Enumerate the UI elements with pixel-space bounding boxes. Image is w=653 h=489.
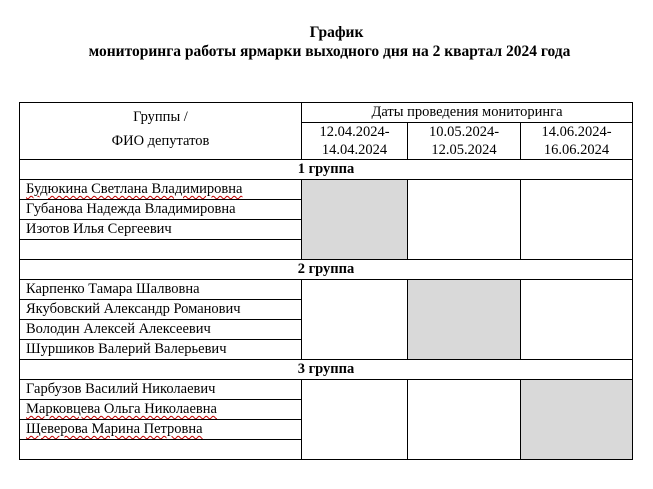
deputy-name: Изотов Илья Сергеевич (20, 220, 302, 240)
schedule-table (19, 102, 633, 460)
date-3-from: 14.06.2024- (541, 124, 612, 140)
header-row (20, 103, 633, 123)
date-2-to: 12.05.2024 (431, 142, 497, 158)
group-1-date-1-cell (302, 180, 408, 260)
deputy-name: Володин Алексей Алексеевич (20, 320, 302, 340)
table-row (20, 280, 633, 300)
date-cell-3 (521, 123, 633, 160)
deputy-name-text: Будюкина Светлана Владимировна (26, 181, 243, 197)
deputy-name: Гарбузов Василий Николаевич (20, 380, 302, 400)
deputy-name (20, 400, 302, 420)
group-3-date-3-cell (521, 380, 633, 460)
group-2-date-1-cell (302, 280, 408, 360)
deputy-name: Шуршиков Валерий Валерьевич (20, 340, 302, 360)
deputy-name: Губанова Надежда Владимировна (20, 200, 302, 220)
deputy-name (20, 180, 302, 200)
group-3-date-1-cell (302, 380, 408, 460)
table-row (20, 380, 633, 400)
group-1-date-3-cell (521, 180, 633, 260)
group-label-1: 1 группа (20, 160, 633, 180)
deputy-name-empty (20, 240, 302, 260)
group-label-2: 2 группа (20, 260, 633, 280)
document-title (0, 23, 653, 61)
groups-header-line-1: Группы / (133, 109, 188, 125)
date-1-to: 14.04.2024 (321, 142, 388, 158)
deputy-name-text: Щеверова Марина Петровна (26, 421, 203, 437)
dates-header-cell: Даты проведения мониторинга (302, 103, 633, 123)
title-line-1: График (309, 24, 364, 41)
date-cell-1 (302, 123, 408, 160)
group-row-1 (20, 160, 633, 180)
date-3-to: 16.06.2024 (543, 142, 610, 158)
group-row-3 (20, 360, 633, 380)
groups-header-line-2: ФИО депутатов (111, 133, 210, 149)
deputy-name-empty (20, 440, 302, 460)
deputy-name (20, 420, 302, 440)
table-row (20, 180, 633, 200)
group-label-3: 3 группа (20, 360, 633, 380)
group-2-date-3-cell (521, 280, 633, 360)
group-2-date-2-cell (408, 280, 521, 360)
groups-header-cell (20, 103, 302, 160)
date-1-from: 12.04.2024- (319, 124, 390, 140)
deputy-name: Якубовский Александр Романович (20, 300, 302, 320)
group-row-2 (20, 260, 633, 280)
group-3-date-2-cell (408, 380, 521, 460)
date-2-from: 10.05.2024- (428, 124, 500, 140)
date-cell-2 (408, 123, 521, 160)
title-line-2: мониторинга работы ярмарки выходного дня на 2 квартал 2024 года (88, 43, 571, 60)
group-1-date-2-cell (408, 180, 521, 260)
deputy-name: Карпенко Тамара Шалвовна (20, 280, 302, 300)
deputy-name-text: Марковцева Ольга Николаевна (26, 401, 217, 417)
